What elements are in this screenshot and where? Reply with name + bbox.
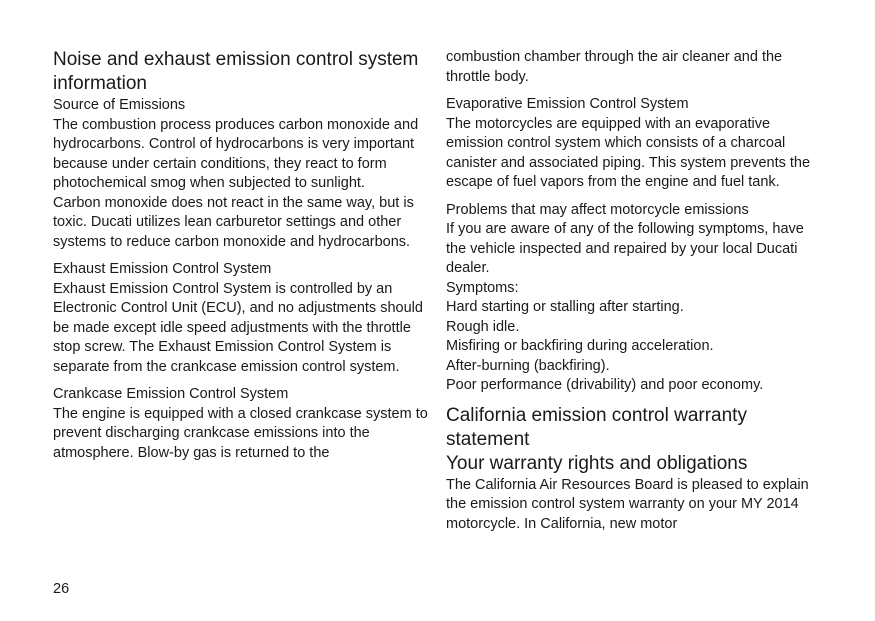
rights-heading: Your warranty rights and obligations (446, 452, 748, 474)
right-column (446, 0, 828, 534)
crankcase-title: Crankcase Emission Control System (53, 386, 289, 402)
source-title: Source of Emissions (53, 97, 186, 113)
page-number: 26 (53, 581, 70, 597)
crankcase-paragraph: The engine is equipped with a closed crankcase system to prevent discharging crankcase emissions into the atmosphere. Blow-by gas is returned to the (53, 405, 428, 461)
problems-paragraph: If you are aware of any of the following symptoms, have the vehicle inspected and repaired by your local Ducati dealer. (446, 221, 804, 276)
section-heading: Noise and exhaust emission control system information (53, 49, 419, 94)
evap-paragraph: The motorcycles are equipped with an evaporative emission control system which consists of a charcoal canister and associated piping. This system prevents the escape of fuel vapors from the engine and fuel tank. (446, 115, 811, 190)
symptom-item: Hard starting or stalling after starting. (446, 299, 684, 315)
warranty-heading: California emission control warranty statement (446, 404, 747, 450)
symptom-item: After-burning (backfiring). (446, 357, 610, 374)
symptom-item: Rough idle. (446, 318, 520, 335)
exhaust-paragraph: Exhaust Emission Control System is controlled by an Electronic Control Unit (ECU), and no adjustments should be made except idle speed adjustments with the throttle stop screw. The Exhaust Emission Control System is separate from the crankcase emission control system. (53, 280, 423, 375)
evap-title: Evaporative Emission Control System (446, 96, 689, 112)
problems-title: Problems that may affect motorcycle emissions (446, 201, 749, 218)
symptom-item: Poor performance (drivability) and poor economy. (446, 377, 764, 393)
symptom-item: Misfiring or backfiring during acceleration. (446, 338, 714, 354)
source-paragraph-2: Carbon monoxide does not react in the same way, but is toxic. Ducati utilizes lean carburetor settings and other systems to reduce carbon monoxide and hydrocarbons. (53, 194, 414, 250)
exhaust-title: Exhaust Emission Control System (53, 261, 272, 277)
continuation-paragraph: combustion chamber through the air cleaner and the throttle body. (446, 49, 783, 85)
symptoms-label: Symptoms: (446, 279, 519, 296)
source-paragraph-1: The combustion process produces carbon monoxide and hydrocarbons. Control of hydrocarbons is very important because under certain conditions, they react to form photochemical smog when subjected to sunlight. (53, 116, 419, 191)
left-column (53, 0, 433, 463)
rights-paragraph: The California Air Resources Board is pleased to explain the emission control system warranty on your MY 2014 motorcycle. In California, new motor (446, 476, 809, 532)
